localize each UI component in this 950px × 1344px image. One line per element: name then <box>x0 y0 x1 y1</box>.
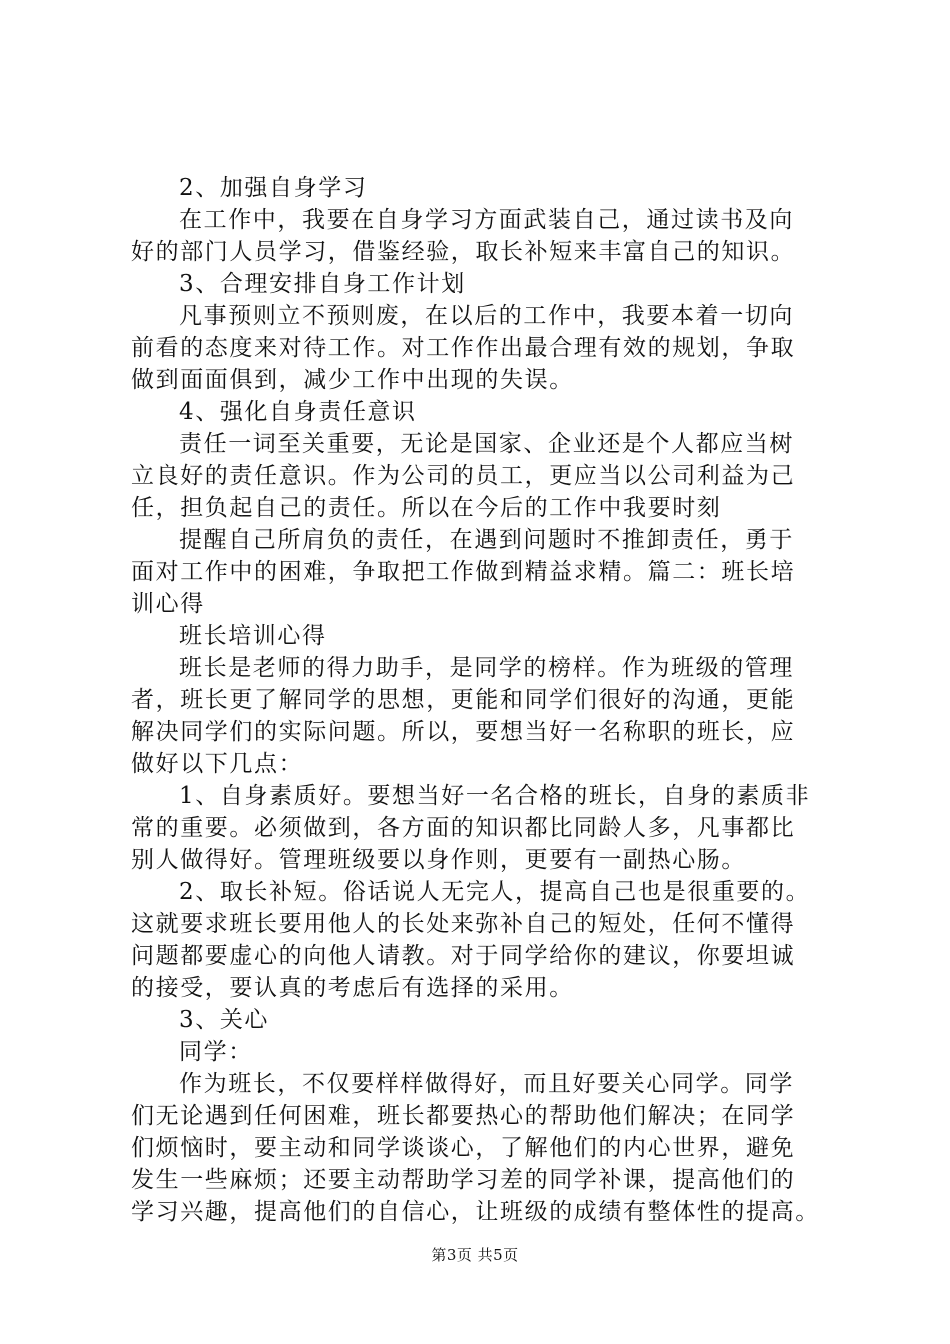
paragraph-line: 做好以下几点： <box>131 751 304 777</box>
paragraph-line: 前看的态度来对待工作。对工作作出最合理有效的规划，争取 <box>131 335 796 361</box>
paragraph-line: 任，担负起自己的责任。所以在今后的工作中我要时刻 <box>131 495 722 521</box>
paragraph-line: 作为班长，不仅要样样做得好，而且好要关心同学。同学 <box>179 1071 794 1097</box>
paragraph-line: 同学： <box>179 1039 253 1065</box>
document-body <box>131 172 831 1228</box>
paragraph-line: 责任一词至关重要，无论是国家、企业还是个人都应当树 <box>179 431 794 457</box>
paragraph-line: 常的重要。必须做到，各方面的知识都比同龄人多，凡事都比 <box>131 815 796 841</box>
paragraph-line: 发生一些麻烦；还要主动帮助学习差的同学补课，提高他们的 <box>131 1167 796 1193</box>
section-title: 班长培训心得 <box>179 623 327 649</box>
paragraph-line: 解决同学们的实际问题。所以，要想当好一名称职的班长，应 <box>131 719 796 745</box>
paragraph-line: 问题都要虚心的向他人请教。对于同学给你的建议，你要坦诚 <box>131 943 796 969</box>
list-item-learn-strengths: 2、取长补短。俗话说人无完人，提高自己也是很重要的。 <box>179 879 811 905</box>
paragraph-line: 凡事预则立不预则废，在以后的工作中，我要本着一切向 <box>179 303 794 329</box>
paragraph-line: 别人做得好。管理班级要以身作则，更要有一副热心肠。 <box>131 847 746 873</box>
paragraph-line: 立良好的责任意识。作为公司的员工，更应当以公司利益为己 <box>131 463 796 489</box>
paragraph-line: 面对工作中的困难，争取把工作做到精益求精。篇二：班长培 <box>131 559 796 585</box>
paragraph-line: 们无论遇到任何困难，班长都要热心的帮助他们解决；在同学 <box>131 1103 796 1129</box>
paragraph-line: 学习兴趣，提高他们的自信心，让班级的成绩有整体性的提高。 <box>131 1199 820 1225</box>
paragraph-line: 这就要求班长要用他人的长处来弥补自己的短处，任何不懂得 <box>131 911 796 937</box>
paragraph-line: 在工作中，我要在自身学习方面武装自己，通过读书及向 <box>179 207 794 233</box>
paragraph-line: 的接受，要认真的考虑后有选择的采用。 <box>131 975 574 1001</box>
paragraph-line: 者，班长更了解同学的思想，更能和同学们很好的沟通，更能 <box>131 687 796 713</box>
paragraph-line: 提醒自己所肩负的责任，在遇到问题时不推卸责任，勇于 <box>179 527 794 553</box>
heading-responsibility: 4、强化自身责任意识 <box>179 399 417 425</box>
heading-work-plan: 3、合理安排自身工作计划 <box>179 271 466 297</box>
paragraph-line: 好的部门人员学习，借鉴经验，取长补短来丰富自己的知识。 <box>131 239 796 265</box>
paragraph-line: 们烦恼时，要主动和同学谈谈心，了解他们的内心世界，避免 <box>131 1135 796 1161</box>
paragraph-line: 训心得 <box>131 591 205 617</box>
list-item-quality: 1、自身素质好。要想当好一名合格的班长，自身的素质非 <box>179 783 811 809</box>
page-number-footer: 第3页 共5页 <box>431 1246 519 1264</box>
paragraph-line: 班长是老师的得力助手，是同学的榜样。作为班级的管理 <box>179 655 794 681</box>
list-item-care: 3、关心 <box>179 1007 270 1033</box>
heading-strengthen-learning: 2、加强自身学习 <box>179 175 368 201</box>
paragraph-line: 做到面面俱到，减少工作中出现的失误。 <box>131 367 574 393</box>
